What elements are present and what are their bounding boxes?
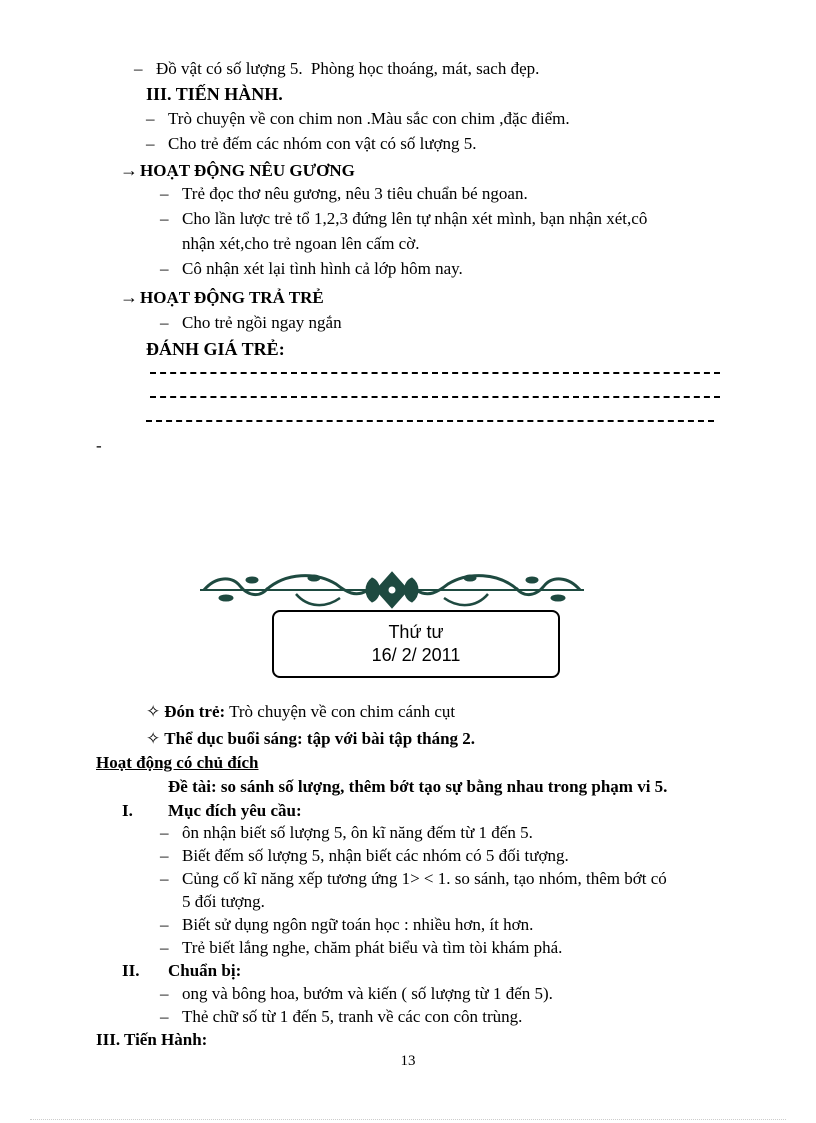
item-text: Cho trẻ ngồi ngay ngắn xyxy=(182,313,342,332)
bullet-dash: – xyxy=(160,984,169,1003)
bullet-dash: – xyxy=(160,846,169,865)
list-item xyxy=(160,258,463,280)
item-text: ôn nhận biết số lượng 5, ôn kĩ năng đếm từ 1 đến 5. xyxy=(182,823,533,842)
list-item xyxy=(160,937,562,959)
page-bottom-rule xyxy=(30,1119,786,1120)
heading-text: HOẠT ĐỘNG NÊU GƯƠNG xyxy=(140,161,355,180)
item-text: Cô nhận xét lại tình hình cả lớp hôm nay. xyxy=(182,259,463,278)
bullet-dash: – xyxy=(160,259,169,278)
blank-line xyxy=(150,396,720,400)
evaluation-heading: ĐÁNH GIÁ TRẺ: xyxy=(146,339,285,359)
heading-text: HOẠT ĐỘNG TRẢ TRẺ xyxy=(140,288,324,307)
item-text: Trò chuyện về con chim non .Màu sắc con chim ,đặc điểm. xyxy=(168,109,570,128)
blank-line xyxy=(146,420,714,424)
item-text: Biết đếm số lượng 5, nhận biết các nhóm có 5 đối tượng. xyxy=(182,846,569,865)
list-item xyxy=(160,312,342,334)
arrow-right-icon: → xyxy=(120,287,138,307)
section-heading xyxy=(122,800,302,822)
page-number: 13 xyxy=(400,1053,416,1069)
list-item xyxy=(146,701,455,723)
list-item xyxy=(160,914,533,936)
item-text: Trò chuyện về con chim cánh cụt xyxy=(229,702,456,721)
item-text: Thể dục buổi sáng: tập với bài tập tháng 2. xyxy=(164,729,476,748)
list-item xyxy=(146,728,475,750)
list-item-continuation: 5 đối tượng. xyxy=(182,892,265,911)
item-text: ong và bông hoa, bướm và kiến ( số lượng từ 1 đến 5). xyxy=(182,984,553,1003)
bullet-dash: – xyxy=(134,59,143,78)
lesson-title: Hoạt động có chủ đích xyxy=(96,753,259,772)
list-item-continuation: nhận xét,cho trẻ ngoan lên cấm cờ. xyxy=(182,234,420,253)
stray-dash: - xyxy=(96,436,102,455)
item-text: Biết sử dụng ngôn ngữ toán học : nhiều hơn, ít hơn. xyxy=(182,915,534,934)
bullet-dash: – xyxy=(160,915,169,934)
item-text: Củng cố kĩ năng xếp tương ứng 1> < 1. so sánh, tạo nhóm, thêm bớt có xyxy=(182,869,667,888)
list-item xyxy=(160,208,647,230)
date-box xyxy=(272,610,560,678)
item-text: Cho trẻ đếm các nhóm con vật có số lượng 5. xyxy=(168,134,477,153)
item-text-continued: Phòng học thoáng, mát, sach đẹp. xyxy=(310,59,540,78)
list-item xyxy=(146,133,477,155)
star-outline-icon: ✧ xyxy=(146,702,161,721)
bullet-dash: – xyxy=(146,134,155,153)
bullet-dash: – xyxy=(160,209,169,228)
item-text: Trẻ đọc thơ nêu gương, nêu 3 tiêu chuẩn bé ngoan. xyxy=(182,184,528,203)
item-text: Đồ vật có số lượng 5. xyxy=(156,59,303,78)
list-item xyxy=(160,183,528,205)
section-title: Chuẩn bị: xyxy=(168,961,242,980)
ornament-divider-icon xyxy=(196,568,588,612)
arrow-right-icon: → xyxy=(120,160,138,180)
date-label: 16/ 2/ 2011 xyxy=(371,645,461,665)
list-item xyxy=(160,845,569,867)
bullet-dash: – xyxy=(160,823,169,842)
lesson-topic: Đề tài: so sánh số lượng, thêm bớt tạo sự bằng nhau trong phạm vi 5. xyxy=(168,777,668,796)
activity-heading xyxy=(120,286,324,309)
star-outline-icon: ✧ xyxy=(146,729,161,748)
activity-heading xyxy=(120,159,355,182)
list-item xyxy=(146,108,570,130)
item-text: Thẻ chữ số từ 1 đến 5, tranh về các con côn trùng. xyxy=(182,1007,523,1026)
section-heading xyxy=(122,960,241,982)
bullet-dash: – xyxy=(160,869,169,888)
list-item xyxy=(160,868,667,890)
section-title: Mục đích yêu cầu: xyxy=(168,801,302,820)
bullet-dash: – xyxy=(160,938,169,957)
weekday-label: Thứ tư xyxy=(388,622,444,642)
bullet-dash: – xyxy=(160,1007,169,1026)
list-item xyxy=(160,822,533,844)
item-label: Đón trẻ: xyxy=(164,702,226,721)
bullet-dash: – xyxy=(160,313,169,332)
section-number: I. xyxy=(122,801,133,820)
bullet-dash: – xyxy=(160,184,169,203)
section-heading: III. TIẾN HÀNH. xyxy=(146,84,283,104)
list-item xyxy=(160,983,553,1005)
blank-line xyxy=(150,372,720,376)
bullet-dash: – xyxy=(146,109,155,128)
section-number: II. xyxy=(122,961,140,980)
section-heading: III. Tiến Hành: xyxy=(96,1030,208,1049)
item-text: Cho lần lược trẻ tổ 1,2,3 đứng lên tự nhận xét mình, bạn nhận xét,cô xyxy=(182,209,648,228)
list-item xyxy=(160,1006,522,1028)
list-item xyxy=(134,58,539,80)
item-text: Trẻ biết lắng nghe, chăm phát biểu và tìm tòi khám phá. xyxy=(182,938,563,957)
